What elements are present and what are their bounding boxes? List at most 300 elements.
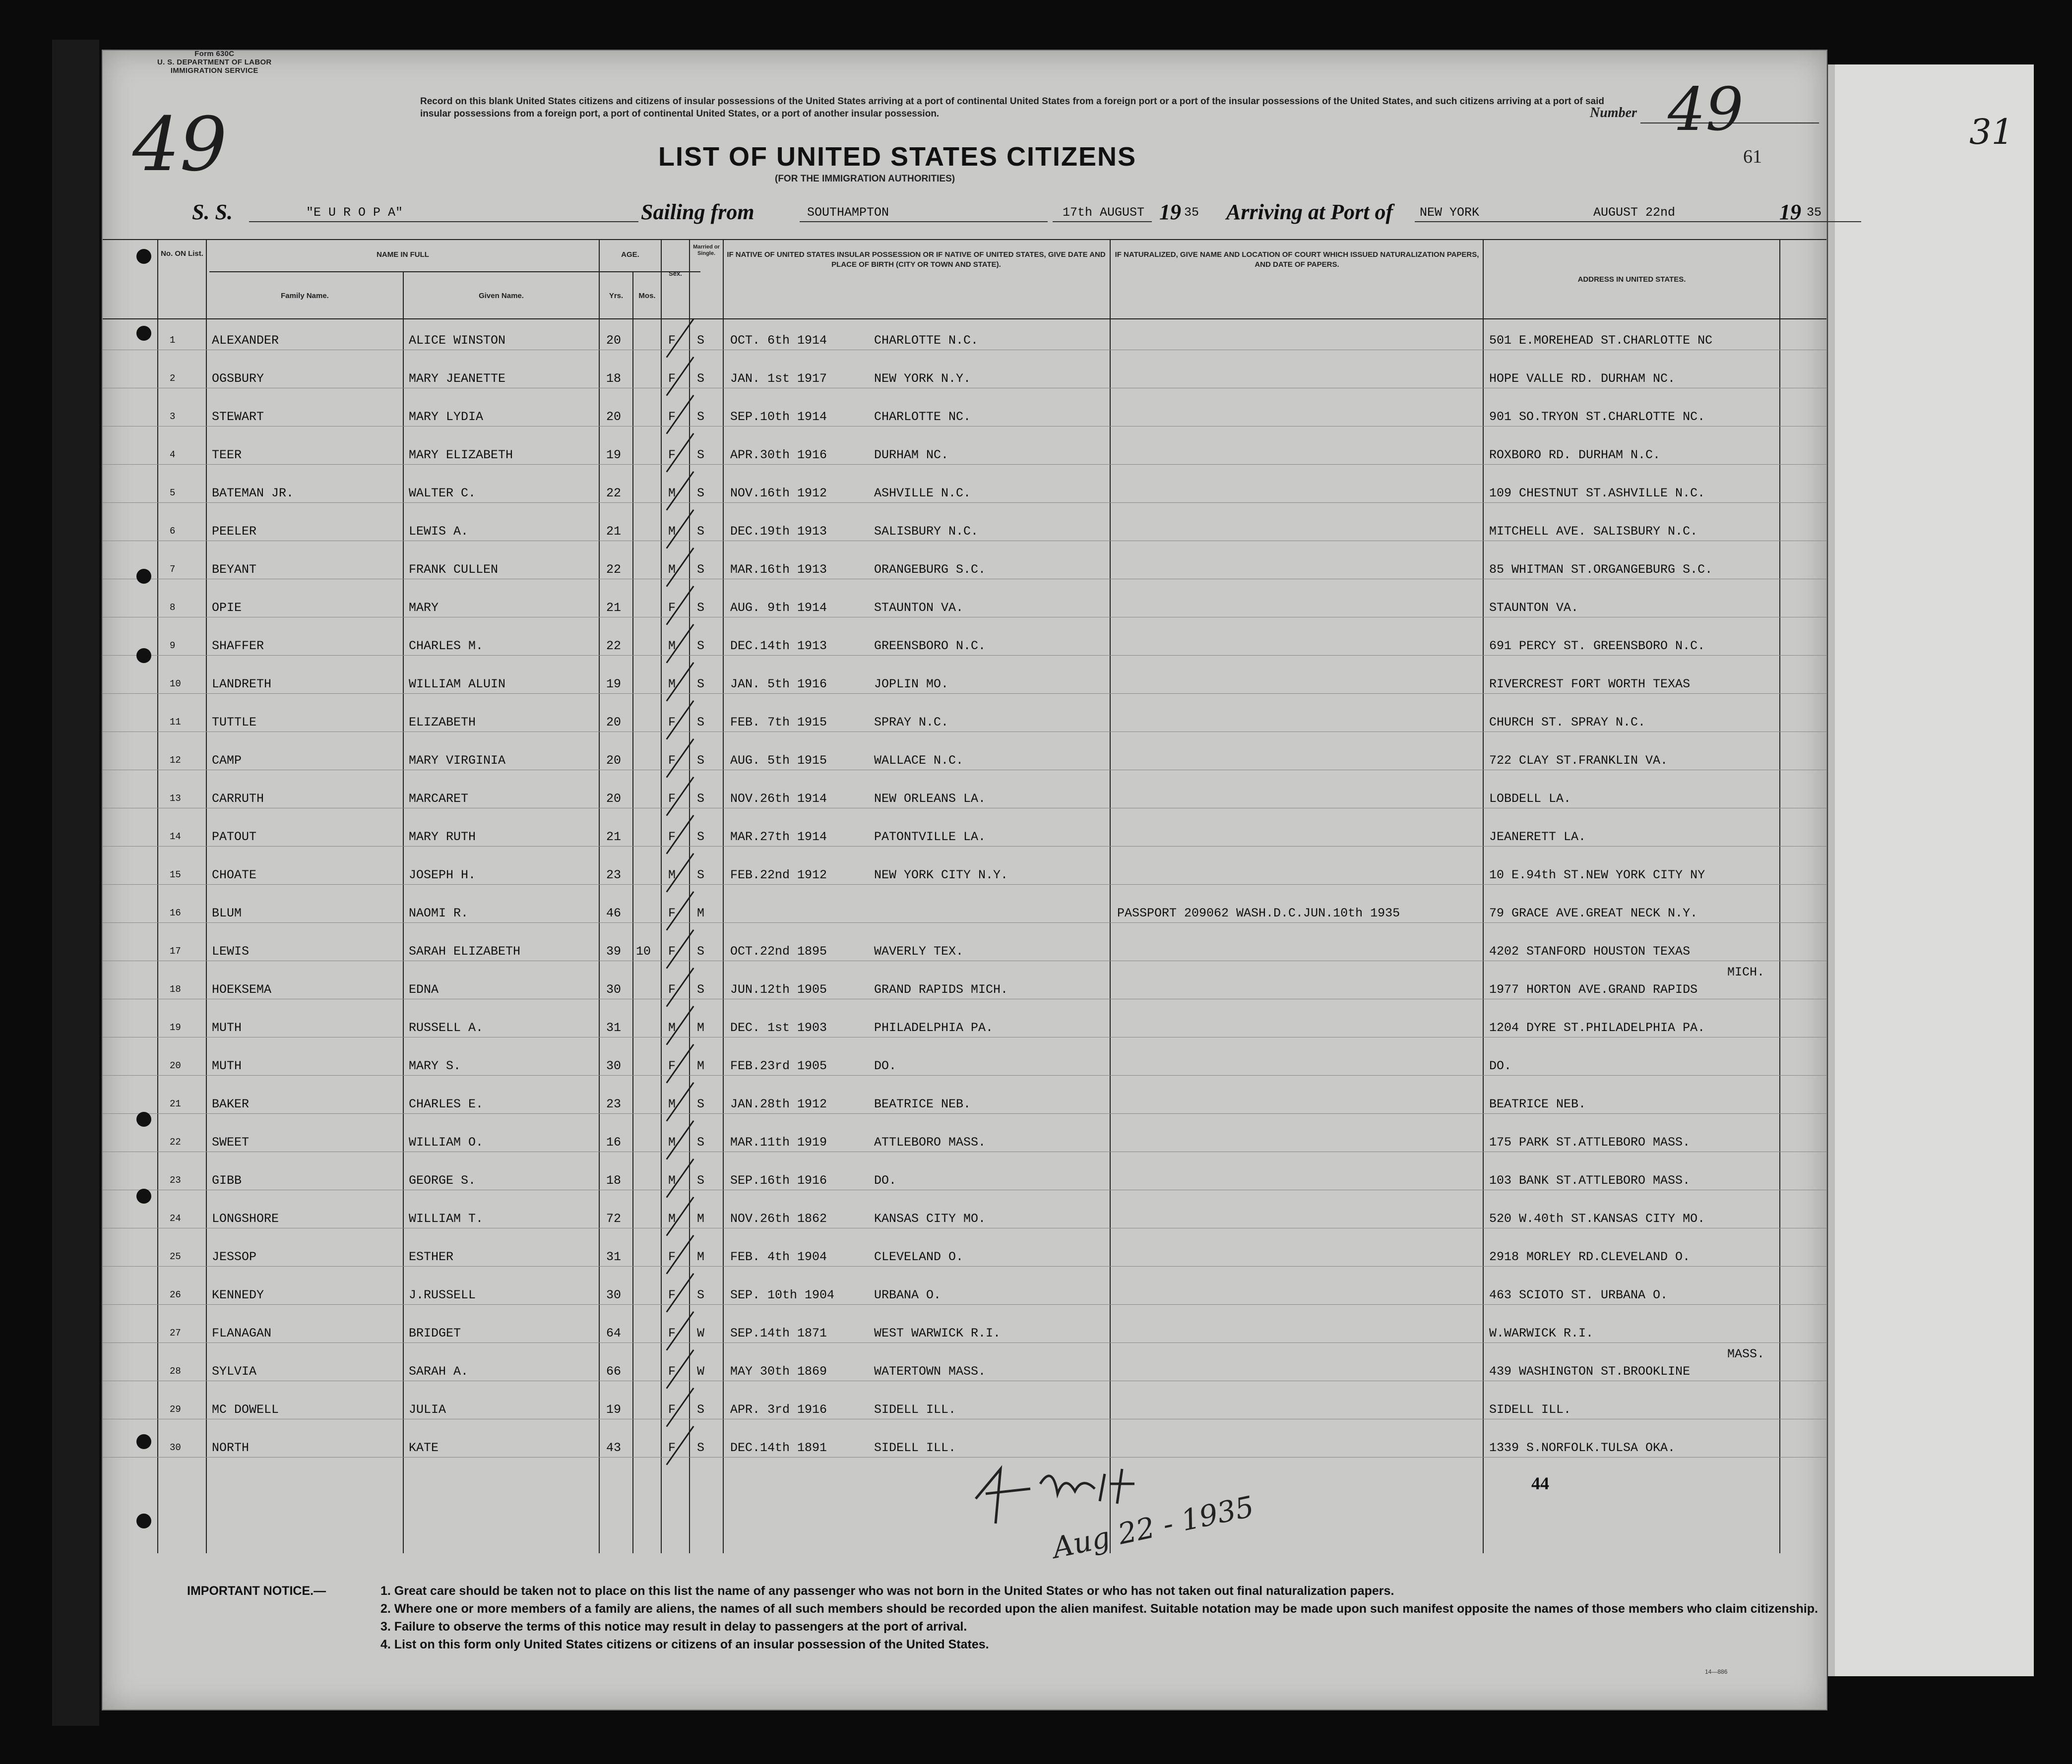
address: 1339 S.NORFOLK.TULSA OKA. [1489,1441,1676,1455]
sex: M [668,1135,676,1150]
address: STAUNTON VA. [1489,601,1579,615]
punch-hole [136,249,151,264]
family-name: LONGSHORE [212,1212,279,1226]
family-name: LEWIS [212,944,250,959]
address: 85 WHITMAN ST.ORGANGEBURG S.C. [1489,562,1713,577]
birth-place: GRAND RAPIDS MICH. [874,982,1008,997]
age-years: 43 [606,1441,622,1455]
address: HOPE VALLE RD. DURHAM NC. [1489,371,1676,386]
marital-status: S [697,1288,705,1302]
marital-status: M [697,1021,705,1035]
row-number: 10 [170,678,181,689]
family-name: TEER [212,448,242,462]
sex: F [668,371,676,386]
table-row [103,703,1826,741]
birth-place: DURHAM NC. [874,448,949,462]
age-years: 23 [606,1097,622,1111]
row-number: 6 [170,526,176,537]
given-name: SARAH A. [409,1364,469,1379]
punch-hole [136,648,151,663]
family-name: PATOUT [212,830,257,844]
age-years: 72 [606,1212,622,1226]
age-years: 19 [606,448,622,462]
given-name: MARY ELIZABETH [409,448,513,462]
given-name: MARY JEANETTE [409,371,506,386]
family-name: BLUM [212,906,242,920]
marital-status: M [697,1250,705,1264]
table-row [103,665,1826,703]
birth-date: DEC. 1st 1903 [730,1021,827,1035]
manifest-sheet [102,50,1827,1710]
sex: F [668,448,676,462]
col-no: No. ON List. [161,249,203,258]
row-number: 2 [170,373,176,384]
birth-place: WEST WARWICK R.I. [874,1326,1001,1340]
family-name: CHOATE [212,868,257,882]
address: 691 PERCY ST. GREENSBORO N.C. [1489,639,1705,653]
birth-date: NOV.26th 1914 [730,791,827,806]
address: MITCHELL AVE. SALISBURY N.C. [1489,524,1698,539]
table-row [103,1085,1826,1123]
family-name: CAMP [212,753,242,768]
address: RIVERCREST FORT WORTH TEXAS [1489,677,1691,691]
punch-hole [136,1514,151,1528]
family-name: MUTH [212,1021,242,1035]
given-name: MARY RUTH [409,830,476,844]
marital-status: S [697,410,705,424]
table-row [103,512,1826,550]
birth-date: AUG. 9th 1914 [730,601,827,615]
inspector-signature [946,1454,1442,1583]
age-years: 21 [606,524,622,539]
birth-place: NEW YORK N.Y. [874,371,971,386]
table-row [103,965,1826,1009]
table-row [103,1347,1826,1391]
arriving-label: Arriving at Port of [1226,200,1393,224]
birth-date: APR.30th 1916 [730,448,827,462]
table-row [103,1276,1826,1314]
sex: F [668,906,676,920]
marital-status: S [697,982,705,997]
age-years: 20 [606,715,622,730]
birth-date: DEC.14th 1913 [730,639,827,653]
birth-place: CHARLOTTE N.C. [874,333,979,348]
table-row [103,550,1826,589]
marital-status: S [697,791,705,806]
year-suffix-2: 35 [1807,205,1822,220]
address-continuation: MICH. [1727,965,1765,979]
row-number: 11 [170,717,181,728]
address: 175 PARK ST.ATTLEBORO MASS. [1489,1135,1691,1150]
given-name: JULIA [409,1402,446,1417]
sex: M [668,562,676,577]
marital-status: M [697,906,705,920]
age-years: 66 [606,1364,622,1379]
address: 501 E.MOREHEAD ST.CHARLOTTE NC [1489,333,1713,348]
birth-date: OCT.22nd 1895 [730,944,827,959]
given-name: MARY S. [409,1059,461,1073]
birth-place: CHARLOTTE NC. [874,410,971,424]
row-number: 29 [170,1404,181,1415]
age-years: 19 [606,677,622,691]
page-number: 61 [1743,146,1762,167]
address: 4202 STANFORD HOUSTON TEXAS [1489,944,1691,959]
table-row [103,855,1826,894]
family-name: BATEMAN JR. [212,486,294,500]
address: 1204 DYRE ST.PHILADELPHIA PA. [1489,1021,1705,1035]
year-prefix-2: 19 [1779,200,1801,224]
address: 109 CHESTNUT ST.ASHVILLE N.C. [1489,486,1705,500]
table-row [103,1314,1826,1352]
address: 103 BANK ST.ATTLEBORO MASS. [1489,1173,1691,1188]
port-to: NEW YORK [1420,205,1480,220]
col-mos: Mos. [638,292,656,300]
address: SIDELL ILL. [1489,1402,1571,1417]
given-name: MARY VIRGINIA [409,753,506,768]
col-yrs: Yrs. [609,292,624,300]
birth-date: JAN. 1st 1917 [730,371,827,386]
birth-date: APR. 3rd 1916 [730,1402,827,1417]
given-name: MARCARET [409,791,469,806]
row-number: 28 [170,1366,181,1377]
date-from: 17th AUGUST [1063,205,1145,220]
birth-date: SEP.10th 1914 [730,410,827,424]
address: 901 SO.TRYON ST.CHARLOTTE NC. [1489,410,1705,424]
family-name: JESSOP [212,1250,257,1264]
birth-place: ORANGEBURG S.C. [874,562,986,577]
address: CHURCH ST. SPRAY N.C. [1489,715,1646,730]
binding-edge [52,40,99,1726]
age-years: 23 [606,868,622,882]
table-row [103,894,1826,932]
birth-place: ASHVILLE N.C. [874,486,971,500]
row-number: 17 [170,946,181,957]
marital-status: S [697,1097,705,1111]
family-name: SWEET [212,1135,250,1150]
row-number: 5 [170,487,176,498]
col-age: AGE. [621,250,639,259]
table-row [103,626,1826,665]
family-name: CARRUTH [212,791,264,806]
address: 1977 HORTON AVE.GRAND RAPIDS [1489,982,1698,997]
family-name: STEWART [212,410,264,424]
family-name: BEYANT [212,562,257,577]
given-name: GEORGE S. [409,1173,476,1188]
row-number: 4 [170,449,176,460]
marital-status: S [697,448,705,462]
age-years: 22 [606,562,622,577]
given-name: J.RUSSELL [409,1288,476,1302]
birth-place: PATONTVILLE LA. [874,830,986,844]
age-years: 18 [606,1173,622,1188]
table-row [103,588,1826,627]
row-number: 30 [170,1442,181,1453]
birth-date: MAY 30th 1869 [730,1364,827,1379]
manifest-table [103,239,1826,1553]
ship-name: "E U R O P A" [306,205,403,220]
sex: F [668,601,676,615]
birth-place: DO. [874,1173,897,1188]
col-name-in-full: NAME IN FULL [377,250,429,259]
birth-date: NOV.26th 1862 [730,1212,827,1226]
birth-place: CLEVELAND O. [874,1250,964,1264]
given-name: KATE [409,1441,439,1455]
age-years: 30 [606,1288,622,1302]
marital-status: S [697,753,705,768]
row-number: 8 [170,602,176,613]
birth-place: BEATRICE NEB. [874,1097,971,1111]
family-name: GIBB [212,1173,242,1188]
family-name: MUTH [212,1059,242,1073]
sex: F [668,1250,676,1264]
birth-date: JUN.12th 1905 [730,982,827,997]
age-months: 10 [636,944,651,959]
birth-date: JAN.28th 1912 [730,1097,827,1111]
marital-status: W [697,1364,705,1379]
sex: F [668,333,676,348]
age-years: 46 [606,906,622,920]
age-years: 16 [606,1135,622,1150]
family-name: KENNEDY [212,1288,264,1302]
birth-place: SIDELL ILL. [874,1402,956,1417]
age-years: 31 [606,1021,622,1035]
marital-status: S [697,371,705,386]
sex: F [668,1288,676,1302]
sex: F [668,791,676,806]
col-naturalized: IF NATURALIZED, GIVE NAME AND LOCATION OF COURT WHICH ISSUED NATURALIZATION PAPERS, AND DATE OF PAPERS. [1115,250,1479,269]
birth-date: SEP. 10th 1904 [730,1288,835,1302]
birth-place: SIDELL ILL. [874,1441,956,1455]
birth-date: AUG. 5th 1915 [730,753,827,768]
row-number: 9 [170,640,176,651]
age-years: 64 [606,1326,622,1340]
birth-date: MAR.16th 1913 [730,562,827,577]
sex: M [668,524,676,539]
given-name: BRIDGET [409,1326,461,1340]
address: JEANERETT LA. [1489,830,1586,844]
given-name: JOSEPH H. [409,868,476,882]
row-number: 21 [170,1098,181,1109]
address: 2918 MORLEY RD.CLEVELAND O. [1489,1250,1691,1264]
address: 439 WASHINGTON ST.BROOKLINE [1489,1364,1691,1379]
given-name: MARY LYDIA [409,410,484,424]
birth-date: OCT. 6th 1914 [730,333,827,348]
punch-hole [136,326,151,341]
ss-label: S. S. [192,200,233,224]
sex: F [668,830,676,844]
marital-status: M [697,1059,705,1073]
given-name: CHARLES E. [409,1097,484,1111]
birth-place: SPRAY N.C. [874,715,949,730]
age-years: 21 [606,601,622,615]
row-number: 16 [170,908,181,918]
family-name: SYLVIA [212,1364,257,1379]
birth-place: ATTLEBORO MASS. [874,1135,986,1150]
table-row [103,321,1826,360]
address: DO. [1489,1059,1512,1073]
family-name: OPIE [212,601,242,615]
family-name: PEELER [212,524,257,539]
birth-place: NEW YORK CITY N.Y. [874,868,1008,882]
marital-status: M [697,1212,705,1226]
given-name: ESTHER [409,1250,454,1264]
age-years: 20 [606,410,622,424]
table-row [103,359,1826,398]
family-name: HOEKSEMA [212,982,272,997]
birth-date: FEB.22nd 1912 [730,868,827,882]
row-number: 18 [170,984,181,995]
age-years: 20 [606,753,622,768]
marital-status: S [697,715,705,730]
number-value: 49 [1668,75,1744,144]
sex: F [668,753,676,768]
address: LOBDELL LA. [1489,791,1571,806]
sex: F [668,1402,676,1417]
row-number: 25 [170,1251,181,1262]
notice-item: 1. Great care should be taken not to place on this list the name of any passenger who was not born in the United States or who has not taken out final naturalization papers. [380,1584,1394,1598]
birth-place: WALLACE N.C. [874,753,964,768]
punch-hole [136,1434,151,1449]
marital-status: S [697,639,705,653]
sex: F [668,1441,676,1455]
given-name: NAOMI R. [409,906,469,920]
address-continuation: MASS. [1727,1347,1765,1361]
birth-place: GREENSBORO N.C. [874,639,986,653]
col-given-name: Given Name. [479,292,524,300]
sex: M [668,486,676,500]
birth-place: NEW ORLEANS LA. [874,791,986,806]
family-name: OGSBURY [212,371,264,386]
row-number: 12 [170,755,181,766]
row-number: 22 [170,1137,181,1148]
page-title: LIST OF UNITED STATES CITIZENS [658,142,1136,172]
birth-place: DO. [874,1059,897,1073]
col-birth: IF NATIVE OF UNITED STATES INSULAR POSSESSION OR IF NATIVE OF UNITED STATES, GIVE DATE AND PLACE OF BIRTH (CITY OR TOWN AND STATE). [727,250,1106,269]
table-row [103,1046,1826,1085]
row-number: 1 [170,335,176,346]
col-address: ADDRESS IN UNITED STATES. [1577,275,1686,284]
address: 520 W.40th ST.KANSAS CITY MO. [1489,1212,1705,1226]
marital-status: S [697,677,705,691]
birth-place: STAUNTON VA. [874,601,964,615]
notice-item: 3. Failure to observe the terms of this notice may result in delay to passengers at the port of arrival. [380,1620,967,1634]
birth-date: FEB. 7th 1915 [730,715,827,730]
given-name: CHARLES M. [409,639,484,653]
row-number: 19 [170,1022,181,1033]
row-number: 24 [170,1213,181,1224]
given-name: MARY [409,601,439,615]
annotation-date: Aug 22 - 1935 [1049,1489,1257,1565]
sex: M [668,639,676,653]
notice-item: 2. Where one or more members of a family are aliens, the names of all such members should be recorded upon the alien manifest. Suitable notation may be made upon such manifest opposite the names of those members who claim citizenship. [380,1602,1818,1616]
sex: M [668,868,676,882]
sex: F [668,944,676,959]
form-id: Form 630C U. S. DEPARTMENT OF LABOR IMMIGRATION SERVICE [157,50,272,75]
sex: F [668,982,676,997]
table-row [103,1123,1826,1161]
table-row [103,474,1826,512]
birth-date: DEC.19th 1913 [730,524,827,539]
table-row [103,1199,1826,1238]
sex: F [668,1326,676,1340]
table-row [103,1237,1826,1276]
given-name: ALICE WINSTON [409,333,506,348]
family-name: TUTTLE [212,715,257,730]
birth-place: SALISBURY N.C. [874,524,979,539]
row-number: 26 [170,1289,181,1300]
marital-status: S [697,1402,705,1417]
age-years: 30 [606,1059,622,1073]
given-name: FRANK CULLEN [409,562,499,577]
year-suffix-1: 35 [1184,205,1199,220]
row-number: 23 [170,1175,181,1186]
sex: M [668,677,676,691]
sex: M [668,1021,676,1035]
marital-status: S [697,1173,705,1188]
date-to: AUGUST 22nd [1593,205,1676,220]
sex: M [668,1212,676,1226]
number-label: Number [1590,105,1637,121]
sex: F [668,410,676,424]
sex: F [668,715,676,730]
age-years: 21 [606,830,622,844]
marital-status: S [697,562,705,577]
page-subtitle: (FOR THE IMMIGRATION AUTHORITIES) [775,174,955,184]
print-code: 14—886 [1705,1668,1728,1675]
total-count: 44 [1531,1473,1549,1493]
birth-date: FEB. 4th 1904 [730,1250,827,1264]
family-name: BAKER [212,1097,250,1111]
given-name: EDNA [409,982,439,997]
address: W.WARWICK R.I. [1489,1326,1594,1340]
marital-status: S [697,830,705,844]
notice-item: 4. List on this form only United States citizens or citizens of an insular possession of the United States. [380,1638,989,1651]
given-name: WILLIAM O. [409,1135,484,1150]
age-years: 20 [606,333,622,348]
table-row [103,1390,1826,1429]
sex: M [668,1173,676,1188]
given-name: SARAH ELIZABETH [409,944,521,959]
family-name: LANDRETH [212,677,272,691]
marital-status: W [697,1326,705,1340]
row-number: 3 [170,411,176,422]
handwritten-list-number: 49 [132,102,227,188]
age-years: 22 [606,486,622,500]
col-married-single: Married or Single. [693,244,720,256]
given-name: WILLIAM ALUIN [409,677,506,691]
table-row [103,932,1826,971]
punch-hole [136,569,151,584]
birth-date: MAR.11th 1919 [730,1135,827,1150]
birth-place: WAVERLY TEX. [874,944,964,959]
instruction-text: Record on this blank United States citizens and citizens of insular possessions of the United States arriving at a port of continental United States from a foreign port or a port of the insular possessions of the United States, and such citizens arriving at a port of said insular possessions from a foreign port, a port of continental United States, or a port of another insular possession. [420,96,1605,119]
table-row [103,435,1826,474]
address: 79 GRACE AVE.GREAT NECK N.Y. [1489,906,1698,920]
marital-status: S [697,486,705,500]
age-years: 19 [606,1402,622,1417]
naturalization: PASSPORT 209062 WASH.D.C.JUN.10th 1935 [1117,906,1400,920]
birth-place: KANSAS CITY MO. [874,1212,986,1226]
age-years: 20 [606,791,622,806]
birth-place: JOPLIN MO. [874,677,949,691]
address: 10 E.94th ST.NEW YORK CITY NY [1489,868,1705,882]
given-name: WALTER C. [409,486,476,500]
table-row [103,779,1826,818]
family-name: FLANAGAN [212,1326,272,1340]
table-row [103,1161,1826,1200]
sex: M [668,1097,676,1111]
table-row [103,397,1826,436]
